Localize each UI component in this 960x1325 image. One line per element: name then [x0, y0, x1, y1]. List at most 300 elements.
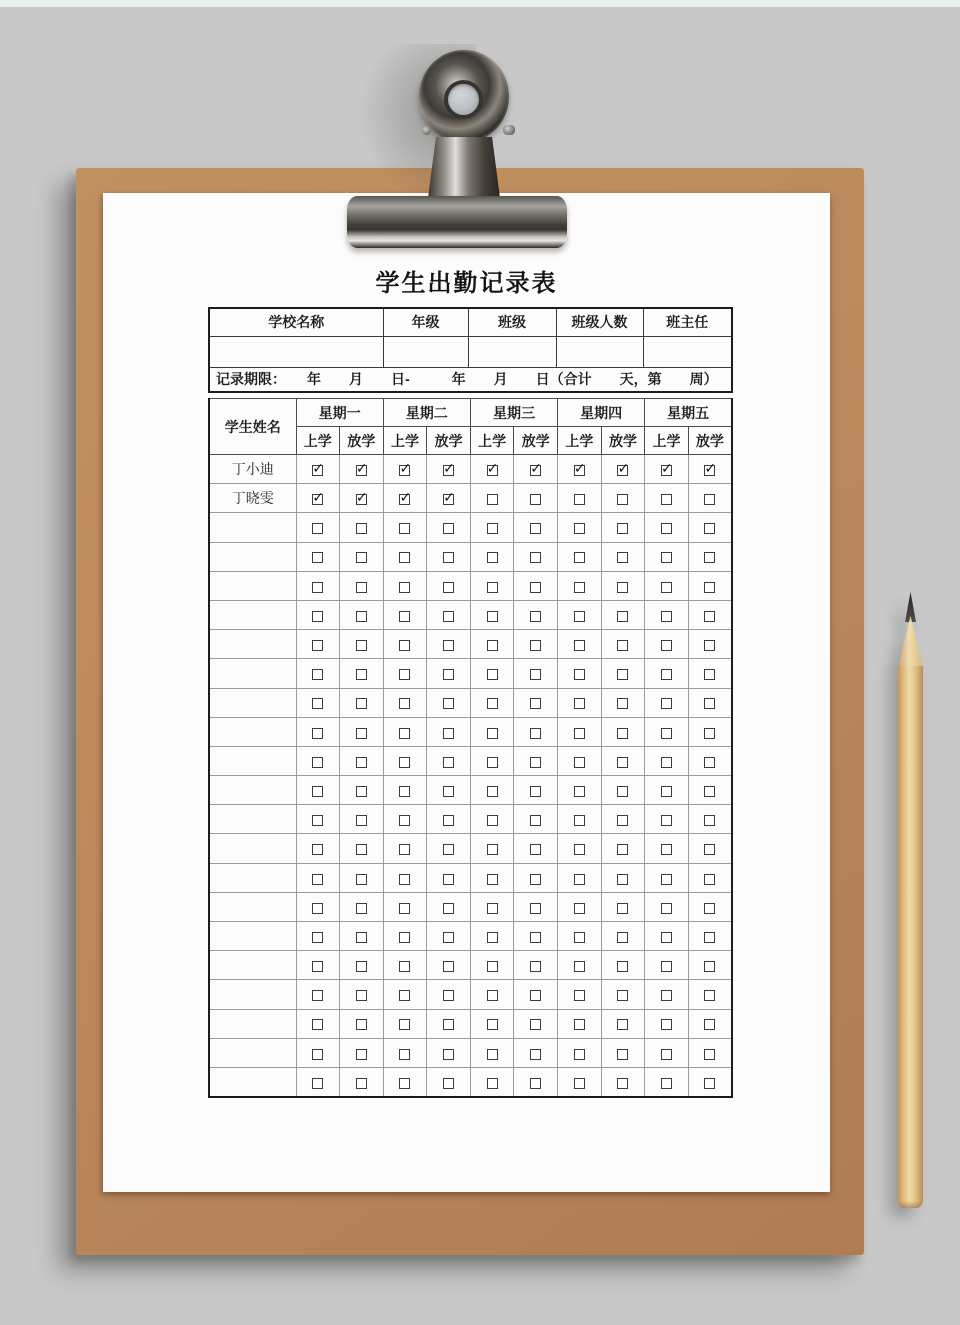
checkbox-unchecked-icon[interactable]: [530, 582, 541, 593]
checkbox-unchecked-icon[interactable]: [356, 1078, 367, 1089]
student-name-cell: 丁晓雯: [209, 484, 296, 513]
checkbox-unchecked-icon[interactable]: [617, 844, 628, 855]
checkbox-unchecked-icon[interactable]: [356, 815, 367, 826]
checkbox-unchecked-icon[interactable]: [356, 669, 367, 680]
checkbox-unchecked-icon[interactable]: [574, 757, 585, 768]
checkbox-unchecked-icon[interactable]: [530, 1049, 541, 1060]
checkbox-cell: [340, 659, 384, 688]
session-header: 上学: [645, 427, 689, 455]
checkbox-unchecked-icon[interactable]: [617, 961, 628, 972]
checkbox-cell: [558, 513, 602, 542]
checkbox-unchecked-icon[interactable]: [661, 640, 672, 651]
checkbox-unchecked-icon[interactable]: [617, 757, 628, 768]
checkbox-unchecked-icon[interactable]: [661, 903, 672, 914]
student-name-cell: [209, 746, 296, 775]
checkbox-unchecked-icon[interactable]: [443, 786, 454, 797]
checkbox-unchecked-icon[interactable]: [617, 874, 628, 885]
checkbox-cell: [514, 1038, 558, 1067]
checkbox-cell: [470, 1067, 514, 1096]
checkbox-unchecked-icon[interactable]: [356, 932, 367, 943]
checkbox-unchecked-icon[interactable]: [661, 669, 672, 680]
checkbox-cell: [383, 1038, 427, 1067]
checkbox-unchecked-icon[interactable]: [574, 552, 585, 563]
checkbox-cell: [601, 1067, 645, 1096]
checkbox-cell: [470, 863, 514, 892]
checkbox-unchecked-icon[interactable]: [704, 669, 715, 680]
checkbox-unchecked-icon[interactable]: [487, 523, 498, 534]
checkbox-checked-icon[interactable]: [443, 494, 454, 505]
checkbox-cell: [514, 805, 558, 834]
checkbox-unchecked-icon[interactable]: [530, 1019, 541, 1030]
checkbox-unchecked-icon[interactable]: [487, 932, 498, 943]
checkbox-unchecked-icon[interactable]: [356, 582, 367, 593]
checkbox-unchecked-icon[interactable]: [487, 728, 498, 739]
checkbox-cell: [601, 542, 645, 571]
checkbox-cell: [558, 571, 602, 600]
checkbox-unchecked-icon[interactable]: [574, 698, 585, 709]
checkbox-unchecked-icon[interactable]: [574, 990, 585, 1001]
checkbox-unchecked-icon[interactable]: [661, 1019, 672, 1030]
checkbox-cell: [383, 863, 427, 892]
checkbox-unchecked-icon[interactable]: [530, 815, 541, 826]
checkbox-unchecked-icon[interactable]: [487, 961, 498, 972]
checkbox-unchecked-icon[interactable]: [661, 757, 672, 768]
checkbox-cell: [427, 513, 471, 542]
checkbox-unchecked-icon[interactable]: [704, 698, 715, 709]
checkbox-cell: [558, 455, 602, 484]
checkbox-unchecked-icon[interactable]: [312, 932, 323, 943]
checkbox-cell: [383, 746, 427, 775]
checkbox-unchecked-icon[interactable]: [617, 990, 628, 1001]
checkbox-unchecked-icon[interactable]: [617, 932, 628, 943]
checkbox-unchecked-icon[interactable]: [312, 815, 323, 826]
checkbox-unchecked-icon[interactable]: [530, 728, 541, 739]
checkbox-checked-icon[interactable]: [399, 465, 410, 476]
checkbox-unchecked-icon[interactable]: [399, 640, 410, 651]
checkbox-unchecked-icon[interactable]: [530, 874, 541, 885]
checkbox-unchecked-icon[interactable]: [356, 874, 367, 885]
checkbox-unchecked-icon[interactable]: [617, 1049, 628, 1060]
checkbox-unchecked-icon[interactable]: [487, 582, 498, 593]
checkbox-unchecked-icon[interactable]: [617, 552, 628, 563]
checkbox-unchecked-icon[interactable]: [487, 611, 498, 622]
checkbox-checked-icon[interactable]: [356, 465, 367, 476]
checkbox-cell: [383, 600, 427, 629]
checkbox-unchecked-icon[interactable]: [530, 1078, 541, 1089]
checkbox-cell: [427, 834, 471, 863]
checkbox-cell: [296, 746, 340, 775]
checkbox-unchecked-icon[interactable]: [530, 698, 541, 709]
checkbox-unchecked-icon[interactable]: [312, 844, 323, 855]
checkbox-unchecked-icon[interactable]: [661, 582, 672, 593]
checkbox-unchecked-icon[interactable]: [399, 874, 410, 885]
checkbox-unchecked-icon[interactable]: [704, 1078, 715, 1089]
student-name-cell: [209, 659, 296, 688]
checkbox-unchecked-icon[interactable]: [443, 582, 454, 593]
checkbox-unchecked-icon[interactable]: [617, 523, 628, 534]
checkbox-unchecked-icon[interactable]: [487, 1078, 498, 1089]
checkbox-unchecked-icon[interactable]: [574, 1049, 585, 1060]
checkbox-unchecked-icon[interactable]: [661, 844, 672, 855]
checkbox-unchecked-icon[interactable]: [704, 844, 715, 855]
checkbox-checked-icon[interactable]: [530, 465, 541, 476]
checkbox-cell: [296, 688, 340, 717]
checkbox-cell: [558, 805, 602, 834]
checkbox-cell: [558, 659, 602, 688]
checkbox-unchecked-icon[interactable]: [399, 815, 410, 826]
checkbox-unchecked-icon[interactable]: [704, 494, 715, 505]
checkbox-unchecked-icon[interactable]: [399, 1078, 410, 1089]
checkbox-cell: [688, 922, 732, 951]
checkbox-unchecked-icon[interactable]: [661, 961, 672, 972]
checkbox-cell: [558, 922, 602, 951]
checkbox-cell: [427, 776, 471, 805]
checkbox-unchecked-icon[interactable]: [443, 903, 454, 914]
checkbox-unchecked-icon[interactable]: [487, 903, 498, 914]
checkbox-unchecked-icon[interactable]: [487, 552, 498, 563]
checkbox-unchecked-icon[interactable]: [399, 961, 410, 972]
checkbox-unchecked-icon[interactable]: [312, 1078, 323, 1089]
checkbox-unchecked-icon[interactable]: [574, 815, 585, 826]
checkbox-unchecked-icon[interactable]: [574, 669, 585, 680]
checkbox-unchecked-icon[interactable]: [574, 728, 585, 739]
checkbox-cell: [470, 746, 514, 775]
checkbox-unchecked-icon[interactable]: [574, 494, 585, 505]
checkbox-cell: [383, 922, 427, 951]
checkbox-unchecked-icon[interactable]: [530, 552, 541, 563]
checkbox-unchecked-icon[interactable]: [530, 961, 541, 972]
checkbox-checked-icon[interactable]: [399, 494, 410, 505]
checkbox-cell: [601, 980, 645, 1009]
table-row: [209, 746, 732, 775]
checkbox-unchecked-icon[interactable]: [617, 728, 628, 739]
checkbox-unchecked-icon[interactable]: [530, 494, 541, 505]
checkbox-unchecked-icon[interactable]: [617, 611, 628, 622]
checkbox-unchecked-icon[interactable]: [399, 523, 410, 534]
checkbox-unchecked-icon[interactable]: [399, 786, 410, 797]
checkbox-unchecked-icon[interactable]: [704, 1049, 715, 1060]
checkbox-unchecked-icon[interactable]: [704, 903, 715, 914]
checkbox-unchecked-icon[interactable]: [312, 903, 323, 914]
checkbox-cell: [470, 922, 514, 951]
checkbox-cell: [296, 951, 340, 980]
checkbox-cell: [514, 746, 558, 775]
checkbox-unchecked-icon[interactable]: [617, 1019, 628, 1030]
checkbox-unchecked-icon[interactable]: [356, 1049, 367, 1060]
checkbox-unchecked-icon[interactable]: [574, 786, 585, 797]
checkbox-unchecked-icon[interactable]: [399, 903, 410, 914]
checkbox-unchecked-icon[interactable]: [312, 961, 323, 972]
checkbox-unchecked-icon[interactable]: [399, 932, 410, 943]
checkbox-unchecked-icon[interactable]: [617, 494, 628, 505]
checkbox-cell: [427, 746, 471, 775]
checkbox-unchecked-icon[interactable]: [312, 990, 323, 1001]
checkbox-cell: [470, 542, 514, 571]
checkbox-unchecked-icon[interactable]: [312, 757, 323, 768]
checkbox-unchecked-icon[interactable]: [704, 1019, 715, 1030]
checkbox-cell: [558, 1067, 602, 1096]
checkbox-unchecked-icon[interactable]: [704, 728, 715, 739]
checkbox-unchecked-icon[interactable]: [704, 786, 715, 797]
checkbox-unchecked-icon[interactable]: [443, 1078, 454, 1089]
table-row: [209, 776, 732, 805]
checkbox-cell: [601, 805, 645, 834]
checkbox-unchecked-icon[interactable]: [574, 640, 585, 651]
checkbox-cell: [470, 630, 514, 659]
session-header: 上学: [383, 427, 427, 455]
checkbox-unchecked-icon[interactable]: [704, 961, 715, 972]
checkbox-cell: [470, 1038, 514, 1067]
checkbox-unchecked-icon[interactable]: [704, 932, 715, 943]
checkbox-unchecked-icon[interactable]: [574, 961, 585, 972]
checkbox-unchecked-icon[interactable]: [487, 874, 498, 885]
checkbox-cell: [296, 892, 340, 921]
checkbox-unchecked-icon[interactable]: [487, 757, 498, 768]
checkbox-unchecked-icon[interactable]: [356, 786, 367, 797]
day-header-row: [209, 399, 732, 427]
checkbox-unchecked-icon[interactable]: [443, 757, 454, 768]
table-row: [209, 892, 732, 921]
checkbox-unchecked-icon[interactable]: [443, 669, 454, 680]
checkbox-unchecked-icon[interactable]: [312, 1019, 323, 1030]
checkbox-unchecked-icon[interactable]: [356, 844, 367, 855]
checkbox-checked-icon[interactable]: [312, 494, 323, 505]
checkbox-unchecked-icon[interactable]: [661, 786, 672, 797]
checkbox-cell: [383, 659, 427, 688]
checkbox-checked-icon[interactable]: [356, 494, 367, 505]
checkbox-unchecked-icon[interactable]: [487, 698, 498, 709]
checkbox-unchecked-icon[interactable]: [312, 786, 323, 797]
checkbox-unchecked-icon[interactable]: [443, 990, 454, 1001]
checkbox-unchecked-icon[interactable]: [356, 523, 367, 534]
info-value-class: [468, 336, 556, 367]
day-header-4: 星期四: [558, 399, 645, 427]
checkbox-unchecked-icon[interactable]: [356, 961, 367, 972]
checkbox-cell: [383, 805, 427, 834]
checkbox-unchecked-icon[interactable]: [312, 669, 323, 680]
checkbox-cell: [601, 746, 645, 775]
checkbox-unchecked-icon[interactable]: [661, 494, 672, 505]
checkbox-checked-icon[interactable]: [312, 465, 323, 476]
checkbox-cell: [645, 717, 689, 746]
checkbox-unchecked-icon[interactable]: [574, 582, 585, 593]
session-header: 上学: [296, 427, 340, 455]
checkbox-unchecked-icon[interactable]: [574, 932, 585, 943]
checkbox-unchecked-icon[interactable]: [312, 611, 323, 622]
checkbox-unchecked-icon[interactable]: [530, 903, 541, 914]
checkbox-unchecked-icon[interactable]: [443, 611, 454, 622]
checkbox-unchecked-icon[interactable]: [617, 698, 628, 709]
checkbox-unchecked-icon[interactable]: [661, 815, 672, 826]
checkbox-unchecked-icon[interactable]: [443, 552, 454, 563]
checkbox-unchecked-icon[interactable]: [356, 757, 367, 768]
checkbox-unchecked-icon[interactable]: [356, 698, 367, 709]
checkbox-unchecked-icon[interactable]: [617, 640, 628, 651]
checkbox-cell: [558, 600, 602, 629]
checkbox-unchecked-icon[interactable]: [399, 611, 410, 622]
checkbox-unchecked-icon[interactable]: [704, 757, 715, 768]
checkbox-cell: [645, 455, 689, 484]
checkbox-unchecked-icon[interactable]: [312, 552, 323, 563]
checkbox-checked-icon[interactable]: [574, 465, 585, 476]
checkbox-unchecked-icon[interactable]: [443, 874, 454, 885]
checkbox-unchecked-icon[interactable]: [530, 757, 541, 768]
checkbox-unchecked-icon[interactable]: [661, 611, 672, 622]
checkbox-unchecked-icon[interactable]: [443, 523, 454, 534]
info-value-row: [209, 336, 732, 367]
checkbox-cell: [296, 630, 340, 659]
checkbox-unchecked-icon[interactable]: [356, 728, 367, 739]
checkbox-unchecked-icon[interactable]: [661, 728, 672, 739]
checkbox-unchecked-icon[interactable]: [661, 932, 672, 943]
student-name-cell: [209, 1067, 296, 1096]
checkbox-cell: [514, 571, 558, 600]
checkbox-unchecked-icon[interactable]: [487, 990, 498, 1001]
checkbox-cell: [514, 455, 558, 484]
checkbox-unchecked-icon[interactable]: [487, 1049, 498, 1060]
checkbox-cell: [514, 513, 558, 542]
checkbox-unchecked-icon[interactable]: [530, 990, 541, 1001]
checkbox-unchecked-icon[interactable]: [487, 640, 498, 651]
session-header: 放学: [688, 427, 732, 455]
checkbox-unchecked-icon[interactable]: [399, 844, 410, 855]
checkbox-unchecked-icon[interactable]: [704, 640, 715, 651]
checkbox-unchecked-icon[interactable]: [356, 990, 367, 1001]
checkbox-unchecked-icon[interactable]: [399, 990, 410, 1001]
checkbox-unchecked-icon[interactable]: [704, 611, 715, 622]
checkbox-unchecked-icon[interactable]: [530, 523, 541, 534]
checkbox-unchecked-icon[interactable]: [661, 990, 672, 1001]
checkbox-unchecked-icon[interactable]: [312, 874, 323, 885]
checkbox-checked-icon[interactable]: [661, 465, 672, 476]
checkbox-unchecked-icon[interactable]: [617, 903, 628, 914]
checkbox-cell: [427, 863, 471, 892]
checkbox-unchecked-icon[interactable]: [530, 640, 541, 651]
checkbox-unchecked-icon[interactable]: [443, 640, 454, 651]
checkbox-unchecked-icon[interactable]: [443, 728, 454, 739]
checkbox-unchecked-icon[interactable]: [704, 552, 715, 563]
checkbox-unchecked-icon[interactable]: [574, 903, 585, 914]
checkbox-unchecked-icon[interactable]: [443, 844, 454, 855]
checkbox-cell: [601, 834, 645, 863]
checkbox-unchecked-icon[interactable]: [312, 1049, 323, 1060]
checkbox-unchecked-icon[interactable]: [399, 757, 410, 768]
checkbox-cell: [645, 1038, 689, 1067]
checkbox-unchecked-icon[interactable]: [574, 844, 585, 855]
checkbox-unchecked-icon[interactable]: [487, 786, 498, 797]
checkbox-unchecked-icon[interactable]: [617, 815, 628, 826]
checkbox-cell: [558, 892, 602, 921]
checkbox-unchecked-icon[interactable]: [574, 611, 585, 622]
checkbox-unchecked-icon[interactable]: [704, 523, 715, 534]
checkbox-unchecked-icon[interactable]: [487, 844, 498, 855]
checkbox-cell: [688, 863, 732, 892]
checkbox-unchecked-icon[interactable]: [399, 1019, 410, 1030]
checkbox-unchecked-icon[interactable]: [487, 815, 498, 826]
table-row: [209, 805, 732, 834]
checkbox-cell: [296, 1067, 340, 1096]
checkbox-unchecked-icon[interactable]: [704, 815, 715, 826]
checkbox-cell: [296, 659, 340, 688]
checkbox-unchecked-icon[interactable]: [399, 698, 410, 709]
checkbox-unchecked-icon[interactable]: [356, 640, 367, 651]
checkbox-unchecked-icon[interactable]: [661, 1049, 672, 1060]
checkbox-unchecked-icon[interactable]: [399, 728, 410, 739]
student-name-cell: [209, 513, 296, 542]
checkbox-unchecked-icon[interactable]: [443, 815, 454, 826]
checkbox-unchecked-icon[interactable]: [312, 728, 323, 739]
checkbox-unchecked-icon[interactable]: [487, 669, 498, 680]
checkbox-unchecked-icon[interactable]: [661, 1078, 672, 1089]
checkbox-unchecked-icon[interactable]: [661, 523, 672, 534]
table-row: [209, 717, 732, 746]
checkbox-unchecked-icon[interactable]: [487, 1019, 498, 1030]
checkbox-checked-icon[interactable]: [617, 465, 628, 476]
checkbox-unchecked-icon[interactable]: [574, 1078, 585, 1089]
checkbox-cell: [340, 630, 384, 659]
checkbox-unchecked-icon[interactable]: [443, 1019, 454, 1030]
checkbox-unchecked-icon[interactable]: [312, 523, 323, 534]
checkbox-unchecked-icon[interactable]: [443, 1049, 454, 1060]
checkbox-unchecked-icon[interactable]: [487, 494, 498, 505]
checkbox-checked-icon[interactable]: [487, 465, 498, 476]
checkbox-cell: [645, 863, 689, 892]
checkbox-checked-icon[interactable]: [443, 465, 454, 476]
checkbox-unchecked-icon[interactable]: [574, 874, 585, 885]
checkbox-cell: [340, 1067, 384, 1096]
session-header: 放学: [340, 427, 384, 455]
checkbox-unchecked-icon[interactable]: [443, 932, 454, 943]
checkbox-unchecked-icon[interactable]: [704, 582, 715, 593]
checkbox-cell: [645, 805, 689, 834]
checkbox-cell: [645, 776, 689, 805]
checkbox-unchecked-icon[interactable]: [399, 669, 410, 680]
checkbox-unchecked-icon[interactable]: [617, 582, 628, 593]
checkbox-unchecked-icon[interactable]: [574, 1019, 585, 1030]
checkbox-unchecked-icon[interactable]: [356, 552, 367, 563]
checkbox-unchecked-icon[interactable]: [312, 582, 323, 593]
checkbox-unchecked-icon[interactable]: [399, 582, 410, 593]
checkbox-unchecked-icon[interactable]: [574, 523, 585, 534]
checkbox-unchecked-icon[interactable]: [312, 698, 323, 709]
checkbox-unchecked-icon[interactable]: [399, 1049, 410, 1060]
checkbox-unchecked-icon[interactable]: [399, 552, 410, 563]
checkbox-unchecked-icon[interactable]: [443, 698, 454, 709]
checkbox-unchecked-icon[interactable]: [356, 903, 367, 914]
checkbox-cell: [427, 717, 471, 746]
checkbox-cell: [645, 571, 689, 600]
checkbox-unchecked-icon[interactable]: [530, 669, 541, 680]
checkbox-unchecked-icon[interactable]: [356, 611, 367, 622]
checkbox-unchecked-icon[interactable]: [617, 1078, 628, 1089]
checkbox-unchecked-icon[interactable]: [617, 669, 628, 680]
checkbox-unchecked-icon[interactable]: [312, 640, 323, 651]
checkbox-checked-icon[interactable]: [704, 465, 715, 476]
checkbox-unchecked-icon[interactable]: [443, 961, 454, 972]
checkbox-unchecked-icon[interactable]: [704, 990, 715, 1001]
checkbox-cell: [340, 922, 384, 951]
checkbox-unchecked-icon[interactable]: [356, 1019, 367, 1030]
checkbox-unchecked-icon[interactable]: [661, 698, 672, 709]
checkbox-unchecked-icon[interactable]: [530, 844, 541, 855]
checkbox-unchecked-icon[interactable]: [704, 874, 715, 885]
checkbox-unchecked-icon[interactable]: [530, 786, 541, 797]
checkbox-unchecked-icon[interactable]: [530, 932, 541, 943]
checkbox-unchecked-icon[interactable]: [661, 874, 672, 885]
checkbox-unchecked-icon[interactable]: [617, 786, 628, 797]
checkbox-unchecked-icon[interactable]: [530, 611, 541, 622]
checkbox-unchecked-icon[interactable]: [661, 552, 672, 563]
